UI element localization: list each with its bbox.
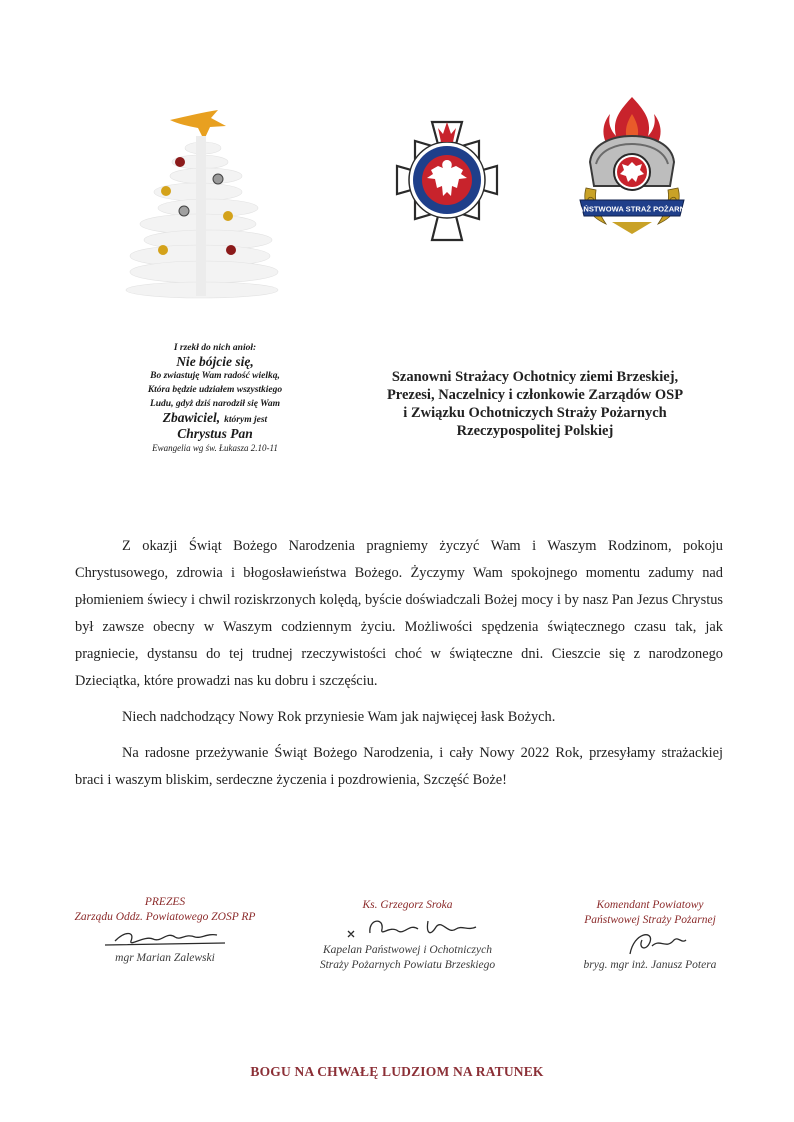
psp-banner	[573, 200, 691, 216]
tree-branches	[126, 136, 278, 298]
handwritten-signature	[95, 925, 235, 951]
signature-block-chaplain	[290, 898, 525, 973]
quote-line: Chrystus Pan	[177, 426, 253, 441]
handwritten-signature	[318, 913, 498, 943]
quote-line: I rzekł do nich anioł:	[173, 343, 257, 353]
signatory-name: bryg. mgr inż. Janusz Potera	[583, 959, 717, 971]
quote-line: Która będzie udziałem wszystkiego	[147, 385, 283, 395]
quote-line: Nie bójcie się,	[176, 354, 254, 369]
addressee-heading	[340, 368, 730, 440]
signatory-title: Ks. Grzegorz Sroka	[362, 899, 453, 911]
handwritten-signature	[590, 928, 710, 958]
christmas-tree-image	[118, 100, 288, 305]
signatory-title: Państwowej Straży Pożarnej	[584, 914, 716, 926]
signatory-title: PREZES	[144, 896, 186, 908]
addressee-line: Prezesi, Naczelnicy i członkowie Zarządów OSP	[386, 387, 684, 403]
quote-line: Ludu, gdyż dziś narodził się Wam	[149, 399, 281, 409]
quote-source: Ewangelia wg św. Łukasza 2.10-11	[152, 443, 278, 453]
star-icon	[170, 110, 226, 140]
signatory-org: Zarządu Oddz. Powiatowego ZOSP RP	[74, 911, 256, 923]
addressee-line: Rzeczypospolitej Polskiej	[456, 423, 614, 439]
quote-line: Bo zwiastuję Wam radość wielką,	[150, 371, 280, 381]
footer-motto: BOGU NA CHWAŁĘ LUDZIOM NA RATUNEK	[250, 1064, 544, 1079]
addressee-line: i Związku Ochotniczych Straży Pożarnych	[403, 405, 667, 421]
psp-banner-text: PAŃSTWOWA STRAŻ POŻARNA	[573, 204, 691, 214]
signatory-org: Kapelan Państwowej i Ochotniczych	[323, 944, 492, 956]
signatory-title: Komendant Powiatowy	[596, 899, 704, 911]
osp-emblem-logo	[383, 108, 511, 250]
signature-block-president	[55, 895, 275, 966]
letter-paragraph: Z okazji Świąt Bożego Narodzenia pragniemy życzyć Wam i Waszym Rodzinom, pokoju Chrystusowego, zdrowia i błogosławieństwa Bożego. Życzymy Wam spokojnego momentu zadumy nad płomieniem świecy i chwil roziskrzonych kolędą, byście doświadczali Bożej mocy i by nasz Pan Jezus Chrystus był zawsze obecny w Waszym codziennym życiu. Możliwości spędzenia świątecznego czasu tak, jak pragniecie, dystansu do tej trudnej rzeczywistości choć w świąteczne dni. Cieszcie się z narodzonego Dzieciątka, które prowadzi nas ku dobru i szczęściu.	[75, 538, 723, 689]
letter-body	[75, 533, 723, 803]
signatory-org: Straży Pożarnych Powiatu Brzeskiego	[319, 959, 496, 971]
signature-block-commander	[545, 898, 755, 973]
quote-line: którym jest	[224, 415, 268, 425]
psp-emblem-logo	[572, 92, 692, 242]
letter-paragraph: Niech nadchodzący Nowy Rok przyniesie Wam jak najwięcej łask Bożych.	[122, 709, 556, 725]
signatory-name: mgr Marian Zalewski	[115, 952, 215, 964]
quote-line: Zbawiciel,	[162, 410, 221, 425]
gospel-quote	[100, 341, 330, 455]
addressee-line: Szanowni Strażacy Ochotnicy ziemi Brzeskiej,	[391, 369, 679, 385]
letter-paragraph: Na radosne przeżywanie Świąt Bożego Narodzenia, i cały Nowy 2022 Rok, przesyłamy strażackiej braci i waszym bliskim, serdeczne życzenia i pozdrowienia, Szczęść Boże!	[75, 745, 723, 788]
